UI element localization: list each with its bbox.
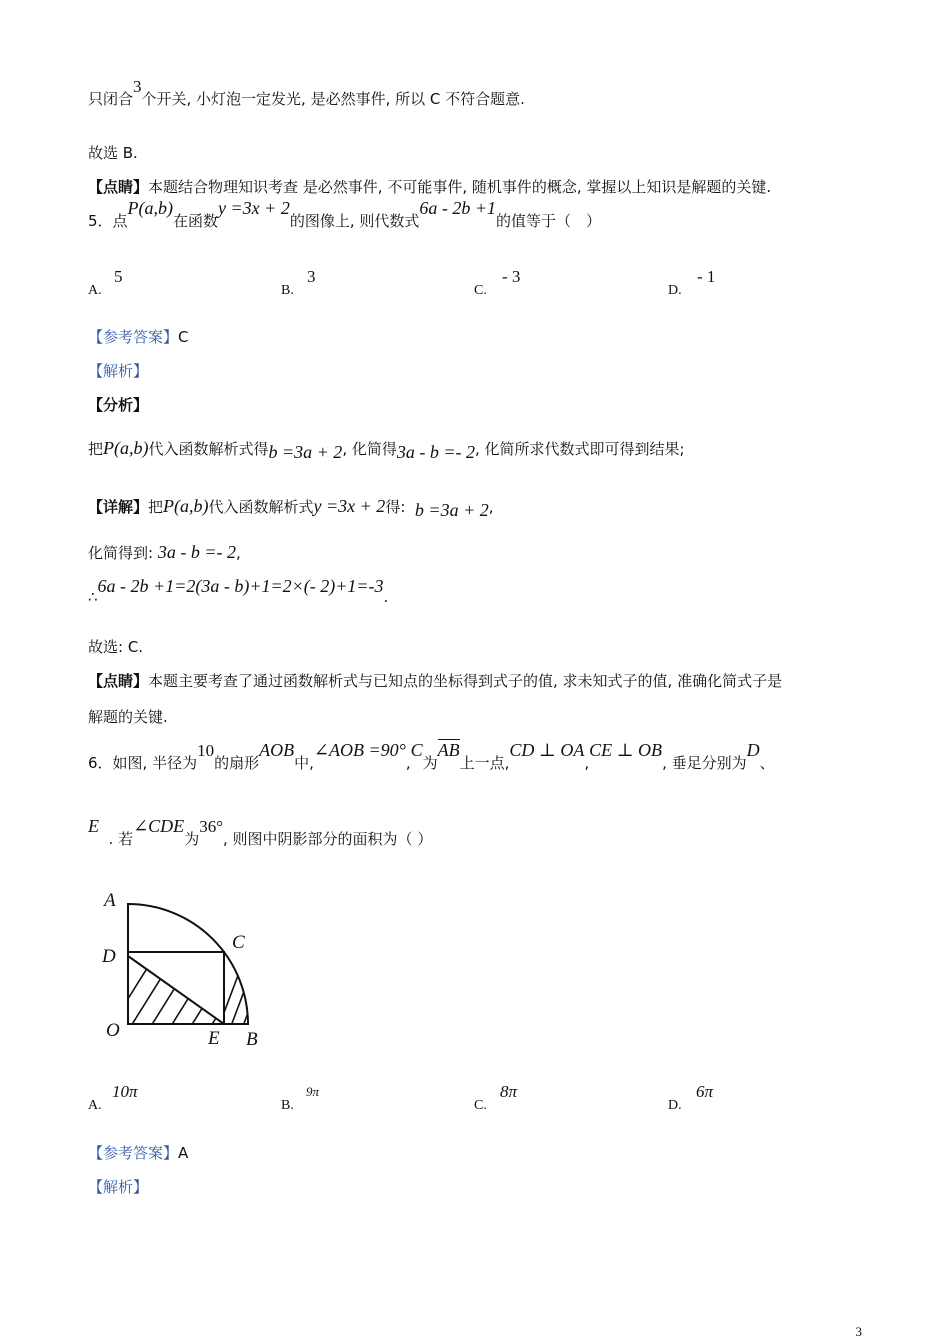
q6-option-d-value: 6π: [696, 1082, 714, 1101]
q5-option-c-label: C.: [474, 283, 487, 298]
q5-stem: 5．点P(a,b)在函数y =3x + 2的图像上, 则代数式6a - 2b +1的值等于（ ）: [88, 198, 602, 230]
label-b: B: [246, 1029, 258, 1050]
q5-comment-1: 【点睛】本题主要考查了通过函数解析式与已知点的坐标得到式子的值, 求未知式子的值, 准确化简式子是: [88, 672, 783, 690]
q5-comment-2: 解题的关键.: [88, 708, 168, 726]
label-a: A: [104, 890, 116, 911]
label-d: D: [102, 946, 116, 967]
q5-option-c-value: - 3: [502, 267, 521, 286]
q5-analysis-tag: 【解析】: [88, 362, 149, 380]
sector-figure: [96, 884, 296, 1054]
q6-analysis-tag: 【解析】: [88, 1178, 149, 1196]
page-number: 3: [855, 1324, 862, 1339]
switch-count: 3: [133, 77, 142, 96]
q6-option-b-label: B.: [281, 1098, 294, 1113]
q5-fenxi-tag: 【分析】: [88, 396, 149, 414]
q5-option-b-value: 3: [307, 267, 316, 286]
q5-simplify: 化简得到: 3a - b =- 2,: [88, 542, 241, 562]
q6-option-c-label: C.: [474, 1098, 487, 1113]
prev-line-1: 只闭合3个开关, 小灯泡一定发光, 是必然事件, 所以 C 不符合题意.: [88, 77, 525, 108]
q5-option-a-label: A.: [88, 283, 102, 298]
q6-stem-2: E . 若∠CDE为36°, 则图中阴影部分的面积为（ ）: [88, 816, 433, 848]
q5-answer: 【参考答案】C: [88, 328, 189, 346]
q6-option-a-label: A.: [88, 1098, 102, 1113]
q5-option-d-label: D.: [668, 283, 682, 298]
label-e: E: [208, 1028, 220, 1049]
q5-option-d-value: - 1: [697, 267, 716, 286]
prev-comment: 【点睛】本题结合物理知识考查 是必然事件, 不可能事件, 随机事件的概念, 掌握以上知识是解题的关键.: [88, 178, 772, 196]
q6-option-c-value: 8π: [500, 1082, 518, 1101]
q5-choice: 故选: C.: [88, 638, 144, 656]
prev-choice: 故选 B.: [88, 144, 138, 162]
arc-ab: AB: [437, 740, 460, 760]
q6-answer: 【参考答案】A: [88, 1144, 189, 1162]
q5-option-b-label: B.: [281, 283, 294, 298]
sector-outline: [128, 904, 248, 1024]
q5-detail: 【详解】把P(a,b)代入函数解析式y =3x + 2得: b =3a + 2,: [88, 496, 494, 520]
segment-de: [128, 956, 224, 1024]
q5-option-a-value: 5: [114, 267, 123, 286]
q5-fenxi: 把P(a,b)代入函数解析式得b =3a + 2, 化简得3a - b =- 2, 化简所求代数式即可得到结果;: [88, 438, 685, 462]
q6-option-b-value: 9π: [306, 1084, 320, 1099]
label-c: C: [232, 932, 245, 953]
q6-stem-1: 6．如图, 半径为10的扇形AOB中,∠AOB =90°,C为AB上一点,CD ⊥ OA,CE ⊥ OB, 垂足分别为D、: [88, 740, 775, 772]
q6-option-d-label: D.: [668, 1098, 682, 1113]
label-o: O: [106, 1020, 120, 1041]
q5-therefore: ∴6a - 2b +1=2(3a - b)+1=2×(- 2)+1=-3.: [88, 576, 389, 606]
q6-option-a-value: 10π: [112, 1082, 138, 1101]
